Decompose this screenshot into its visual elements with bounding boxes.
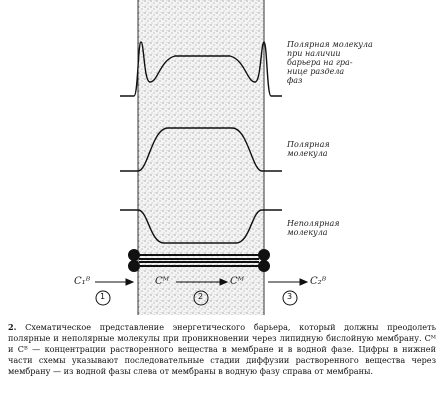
- caption-number: 2.: [8, 322, 17, 332]
- label-nonpolar: Неполярная молекула: [287, 219, 340, 237]
- membrane-band: [138, 0, 264, 315]
- conc-membrane-right: Cᴹ: [230, 276, 245, 287]
- stage-number-1: 1: [100, 292, 106, 301]
- conc-right: C₂ᴮ: [310, 276, 327, 287]
- figure-caption: [8, 322, 436, 377]
- caption-text: Схематическое представление энергетического барьера, который должны преодолеть полярные и неполярные молекулы при проникновении через липидную бислойную мембрану. Cᴹ и Cᴮ — концентрации растворенного вещества в мембране и в водной фазе. Цифры в нижней части схемы указывают последовательные стадии диффузии растворенного вещества через мембрану — из водной фазы слева от мембраны в водную фазу справа от мембраны.: [8, 322, 436, 376]
- label-polar-barrier: Полярная молекула при наличии барьера на гра- нице раздела фаз: [287, 40, 373, 85]
- stage-number-3: 3: [287, 292, 293, 301]
- stage-number-2: 2: [198, 292, 204, 301]
- conc-left: C₁ᴮ: [74, 276, 91, 287]
- conc-membrane-left: Cᴹ: [155, 276, 170, 287]
- label-polar: Полярная молекула: [287, 140, 330, 158]
